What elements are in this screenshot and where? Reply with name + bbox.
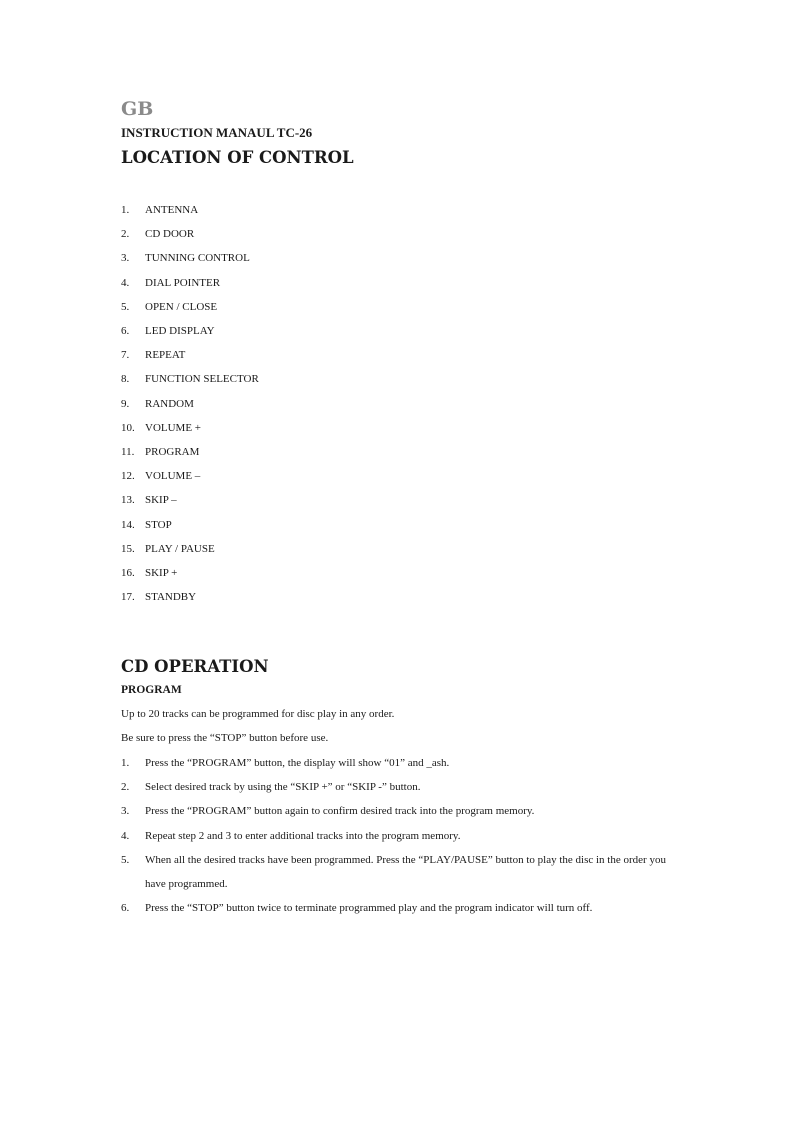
item-number: 16.	[121, 566, 135, 579]
item-number: 1.	[121, 204, 130, 217]
list-item	[121, 198, 259, 222]
step-item	[121, 824, 681, 848]
step-text: Press the “STOP” button twice to terminate programmed play and the program indicator will turn off.	[145, 902, 593, 915]
list-item	[121, 488, 259, 512]
step-item	[121, 848, 681, 896]
item-label: VOLUME +	[145, 421, 202, 434]
item-label: ANTENNA	[145, 204, 199, 217]
program-subheading: PROGRAM	[121, 684, 182, 696]
list-item	[121, 271, 259, 295]
step-number: 1.	[121, 757, 130, 770]
item-number: 6.	[121, 325, 130, 338]
step-item	[121, 799, 681, 823]
step-text: When all the desired tracks have been programmed. Press the “PLAY/PAUSE” button to play the disc in the order you have programmed.	[145, 853, 666, 890]
item-label: STOP	[145, 518, 172, 531]
item-label: VOLUME –	[145, 470, 201, 483]
list-item	[121, 585, 259, 609]
list-item	[121, 464, 259, 488]
item-number: 11.	[121, 445, 135, 458]
item-label: CD DOOR	[145, 228, 195, 241]
language-code: GB	[121, 98, 154, 120]
controls-list	[121, 198, 259, 609]
item-number: 15.	[121, 542, 135, 555]
step-number: 6.	[121, 902, 130, 915]
list-item	[121, 246, 259, 270]
list-item	[121, 319, 259, 343]
item-label: SKIP –	[145, 494, 177, 507]
step-number: 2.	[121, 781, 130, 794]
list-item	[121, 343, 259, 367]
item-number: 12.	[121, 470, 135, 483]
step-item	[121, 775, 681, 799]
item-number: 3.	[121, 252, 130, 265]
program-steps-list	[121, 751, 681, 920]
list-item	[121, 295, 259, 319]
list-item	[121, 561, 259, 585]
item-label: OPEN / CLOSE	[145, 300, 218, 313]
step-text: Repeat step 2 and 3 to enter additional tracks into the program memory.	[145, 829, 461, 842]
step-text: Select desired track by using the “SKIP +” or “SKIP -” button.	[145, 781, 421, 794]
location-of-control-heading: LOCATION OF CONTROL	[121, 148, 354, 167]
item-number: 5.	[121, 300, 130, 313]
list-item	[121, 537, 259, 561]
step-text: Press the “PROGRAM” button again to confirm desired track into the program memory.	[145, 805, 535, 818]
item-label: LED DISPLAY	[145, 325, 215, 338]
item-label: RANDOM	[145, 397, 194, 410]
list-item	[121, 367, 259, 391]
item-number: 13.	[121, 494, 135, 507]
step-item	[121, 896, 681, 920]
step-item	[121, 751, 681, 775]
cd-operation-heading: CD OPERATION	[121, 657, 269, 676]
item-number: 17.	[121, 591, 135, 604]
item-label: PLAY / PAUSE	[145, 542, 215, 555]
list-item	[121, 392, 259, 416]
step-text: Press the “PROGRAM” button, the display will show “01” and _ash.	[145, 757, 450, 770]
note-paragraph: Be sure to press the “STOP” button before use.	[121, 732, 329, 744]
item-number: 10.	[121, 421, 135, 434]
step-number: 4.	[121, 829, 130, 842]
list-item	[121, 440, 259, 464]
item-number: 8.	[121, 373, 130, 386]
item-number: 7.	[121, 349, 130, 362]
item-label: DIAL POINTER	[145, 276, 221, 289]
item-number: 14.	[121, 518, 135, 531]
manual-title: INSTRUCTION MANAUL TC-26	[121, 125, 313, 140]
item-number: 2.	[121, 228, 130, 241]
item-label: SKIP +	[145, 566, 178, 579]
item-label: STANDBY	[145, 591, 197, 604]
step-number: 3.	[121, 805, 130, 818]
list-item	[121, 222, 259, 246]
item-label: TUNNING CONTROL	[145, 252, 250, 265]
step-number: 5.	[121, 853, 130, 866]
item-label: PROGRAM	[145, 445, 200, 458]
item-label: FUNCTION SELECTOR	[145, 373, 259, 386]
intro-paragraph: Up to 20 tracks can be programmed for disc play in any order.	[121, 708, 395, 720]
item-number: 4.	[121, 276, 130, 289]
list-item	[121, 512, 259, 536]
item-number: 9.	[121, 397, 130, 410]
item-label: REPEAT	[145, 349, 186, 362]
list-item	[121, 416, 259, 440]
